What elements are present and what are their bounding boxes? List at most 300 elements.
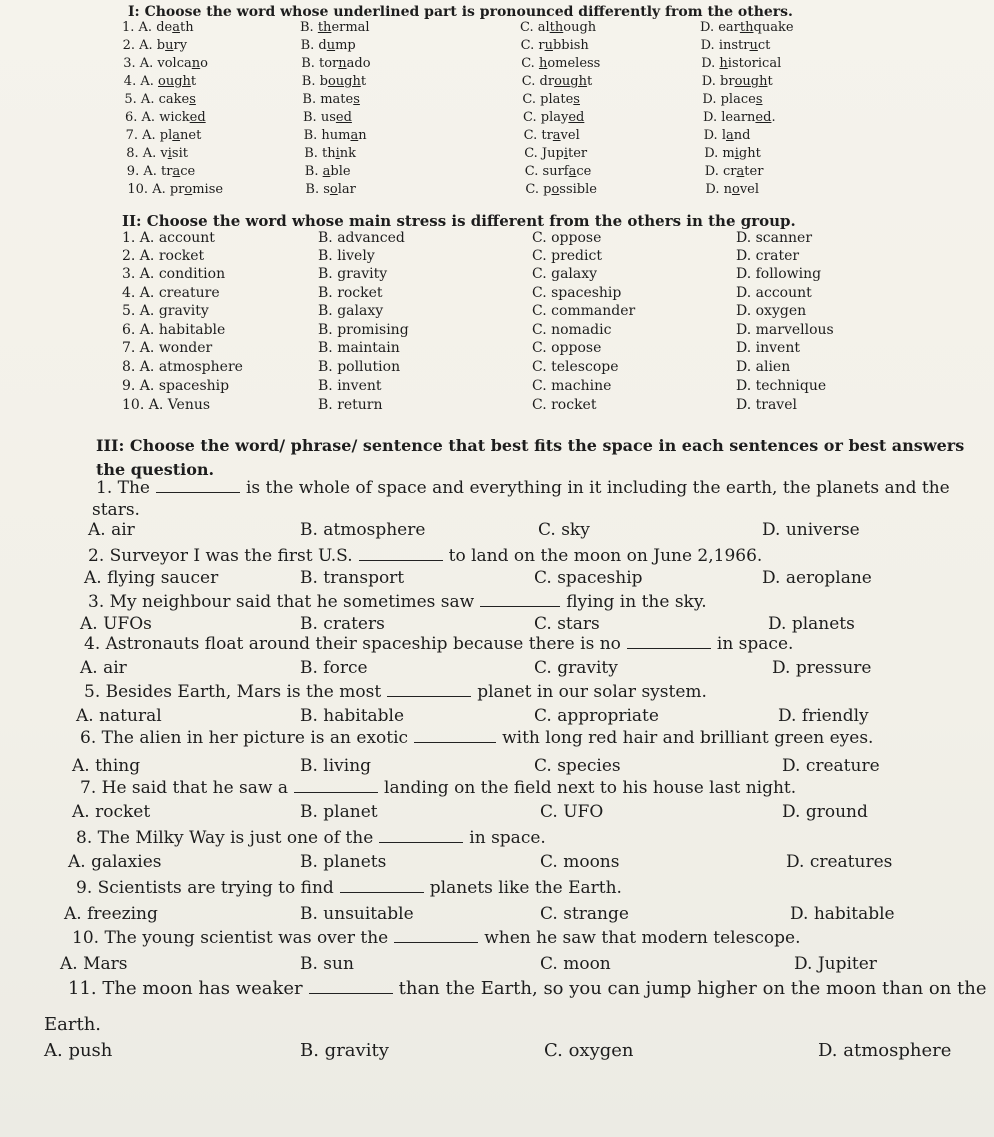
question-stem-end: planet in our solar system. [477,682,707,702]
option-a: 8. A. atmosphere [122,359,243,375]
underlined-part: i [563,146,569,161]
section-2-question-row [122,359,982,379]
option-c: C. oppose [532,230,602,246]
section-1-question-row [126,146,986,166]
answer-option-b[interactable]: B. transport [300,568,405,588]
option-prefix: C. plate [522,92,574,107]
option-prefix: D. cr [704,164,737,179]
section-1-title: I: Choose the word whose underlined part is pronounced differently from the others. [128,4,793,20]
option-d: D. alien [736,359,791,375]
option-b: B. rocket [318,285,383,301]
question-stem-end: landing on the field next to his house last night. [384,778,797,798]
section-2-title: II: Choose the word whose main stress is different from the others in the group. [122,212,796,230]
answer-option-a[interactable]: A. thing [72,756,141,776]
answer-options [0,756,900,780]
answer-option-c[interactable]: C. moon [540,954,611,974]
option-b [304,146,356,161]
underlined-part: i [734,146,739,161]
underlined-part: ed [335,110,352,125]
underlined-part: o [329,182,338,197]
option-c: C. oppose [532,340,602,356]
option-suffix: t [767,74,773,89]
underlined-part: n [338,56,347,71]
option-prefix: 7. A. pl [125,128,173,143]
option-prefix: B. tor [301,56,339,71]
option-prefix: B. d [300,38,327,53]
answer-option-d[interactable]: D. aeroplane [762,568,872,588]
answer-options [0,1040,952,1064]
option-d [701,56,781,71]
answer-options [0,852,900,876]
option-b: B. lively [318,248,375,264]
option-b: B. promising [318,322,409,338]
option-b [305,164,351,179]
underlined-part: a [350,128,359,143]
section-3-question-text [76,878,976,898]
option-suffix: nd [733,128,751,143]
answer-blank[interactable] [359,546,443,561]
option-b: B. invent [318,378,382,394]
section-1-question-row [126,128,986,148]
option-suffix: o [200,56,208,71]
option-d: D. scanner [736,230,813,246]
option-b [301,56,370,71]
option-a [126,128,202,143]
section-1-question-row [124,92,984,112]
option-a [126,146,188,161]
option-a [127,164,195,179]
option-c [524,128,580,143]
option-prefix: D. br [701,74,735,89]
underlined-part: i [167,146,172,161]
option-d [705,164,764,179]
question-stem-end: in space. [469,828,546,848]
answer-option-a[interactable]: A. galaxies [68,852,162,872]
option-c: C. machine [532,378,612,394]
answer-blank[interactable] [394,928,478,943]
underlined-part: a [322,164,331,179]
underlined-part: a [552,128,561,143]
option-b [304,128,367,143]
question-stem-end: planets like the Earth. [429,878,622,898]
answer-option-a[interactable]: A. air [88,520,135,540]
option-prefix: 2. A. b [122,38,166,53]
option-d: D. following [736,266,822,282]
option-suffix: istorical [727,56,782,71]
answer-blank[interactable] [156,478,240,493]
underlined-part: a [568,164,577,179]
option-a: 3. A. condition [122,266,226,282]
underlined-part: o [551,182,560,197]
answer-options [0,520,900,544]
question-stem-start: 1. The [96,478,150,498]
answer-option-d[interactable]: D. friendly [778,706,869,726]
answer-option-a[interactable]: A. air [80,658,127,678]
section-2-question-row [122,322,982,342]
option-b [300,20,370,35]
section-2-question-row [122,397,982,417]
answer-option-a[interactable]: A. UFOs [80,614,152,634]
answer-option-b[interactable]: B. planet [300,802,378,822]
option-a: 10. A. Venus [122,397,211,413]
option-suffix: net [180,128,202,143]
option-b: B. galaxy [318,303,384,319]
answer-option-c[interactable]: C. spaceship [534,568,643,588]
option-b: B. return [318,397,383,413]
section-3-question-text [84,634,984,654]
underlined-part: h [719,56,728,71]
section-2-question-row [122,285,982,305]
answer-option-a[interactable]: A. flying saucer [84,568,219,588]
underlined-part: th [549,20,564,35]
option-suffix: mise [192,182,224,197]
answer-option-d[interactable]: D. creature [782,756,880,776]
underlined-part: a [172,128,181,143]
option-suffix: omeless [547,56,601,71]
option-c: C. predict [532,248,602,264]
option-prefix: B. [300,20,318,35]
option-prefix: D. instr [700,38,750,53]
underlined-part: ed [568,110,585,125]
answer-blank[interactable] [340,878,424,893]
option-prefix: 6. A. wick [125,110,190,125]
option-suffix: ble [330,164,351,179]
option-prefix: C. Jup [524,146,564,161]
option-suffix: ce [180,164,196,179]
answer-options [0,904,900,928]
underlined-part: u [326,38,336,53]
underlined-part: th [317,20,332,35]
section-1-question-row [124,74,984,94]
section-3-question-text [88,592,988,612]
answer-option-d[interactable]: D. creatures [786,852,893,872]
underlined-part: ough [327,74,361,89]
answer-blank[interactable] [387,682,471,697]
underlined-part: h [538,56,548,71]
option-suffix: ter [744,164,764,179]
section-1-question-row [122,20,982,40]
answer-blank[interactable] [379,828,463,843]
answer-blank[interactable] [309,979,393,994]
option-d [700,20,794,35]
answer-option-d[interactable]: D. planets [768,614,855,634]
answer-option-b[interactable]: B. sun [300,954,354,974]
question-stem-start: 2. Surveyor I was the first U.S. [88,546,353,566]
question-stem-start: 11. The moon has weaker [68,978,303,999]
answer-options [0,658,900,682]
underlined-part: s [353,92,360,107]
option-suffix: ght [738,146,761,161]
question-stem-end: than the Earth, so you can jump higher on the moon than on the [398,978,987,999]
answer-option-d[interactable]: D. pressure [772,658,872,678]
underlined-part: ough [734,74,768,89]
option-prefix: C. surf [524,164,569,179]
option-c [521,56,600,71]
option-d [705,182,759,197]
option-prefix: B. hum [303,128,351,143]
option-b [303,110,352,125]
underlined-part: a [172,164,181,179]
option-suffix: lar [337,182,356,197]
underlined-part: n [191,56,201,71]
option-prefix: D. place [702,92,756,107]
option-d [704,146,761,161]
section-3-question-text [80,778,980,798]
option-suffix: ry [173,38,188,53]
option-c: C. commander [532,303,636,319]
answer-options [0,954,900,978]
option-prefix: C. p [525,182,552,197]
section-2-question-row [122,266,982,286]
answer-option-b[interactable]: B. force [300,658,368,678]
answer-option-c[interactable]: C. UFO [540,802,604,822]
underlined-part: a [736,164,745,179]
answer-option-a[interactable]: A. rocket [72,802,151,822]
answer-option-b[interactable]: B. atmosphere [300,520,426,540]
question-continuation: Earth. [44,1014,102,1035]
answer-option-c[interactable]: C. moons [540,852,620,872]
section-1-question-row [127,164,987,184]
question-stem-end: flying in the sky. [566,592,707,612]
answer-option-d[interactable]: D. atmosphere [818,1040,952,1061]
section-3-question-text [72,928,972,948]
answer-option-c[interactable]: C. sky [538,520,590,540]
option-c: C. telescope [532,359,619,375]
option-b [305,182,355,197]
option-c [520,20,596,35]
option-prefix: 1. A. de [122,20,173,35]
answer-option-d[interactable]: D. ground [782,802,868,822]
option-d: D. oxygen [736,303,807,319]
answer-option-b[interactable]: B. planets [300,852,387,872]
option-suffix: ce [576,164,592,179]
section-1-question-row [123,38,983,58]
option-prefix: 5. A. cake [124,92,190,107]
option-prefix: D. [701,56,720,71]
option-b [302,74,366,89]
option-suffix: ermal [331,20,370,35]
option-prefix: B. s [305,182,330,197]
option-suffix: ado [346,56,371,71]
question-stem-start: 6. The alien in her picture is an exotic [80,728,409,748]
underlined-part: ed [755,110,772,125]
option-b: B. gravity [318,266,388,282]
option-d [702,92,762,107]
option-c: C. spaceship [532,285,622,301]
section-3-question-text [96,478,994,498]
answer-option-a[interactable]: A. push [44,1040,113,1061]
section-3-question-text [68,978,987,999]
answer-option-b[interactable]: B. habitable [300,706,405,726]
option-a: 6. A. habitable [122,322,226,338]
answer-option-b[interactable]: B. gravity [300,1040,389,1061]
answer-options [0,706,900,730]
option-prefix: B. b [301,74,328,89]
option-a: 2. A. rocket [122,248,205,264]
option-prefix: D. n [705,182,732,197]
option-c: C. rocket [532,397,597,413]
option-a [125,110,206,125]
option-b [301,38,356,53]
option-d: D. marvellous [736,322,834,338]
option-prefix: 3. A. volca [123,56,192,71]
option-prefix: 8. A. v [126,146,168,161]
option-d: D. travel [736,397,797,413]
question-stem-start: 10. The young scientist was over the [72,928,389,948]
section-3-title-line-1: III: Choose the word/ phrase/ sentence that best fits the space in each sentences or best answers [96,436,965,455]
option-d [702,74,773,89]
question-stem-start: 8. The Milky Way is just one of the [76,828,374,848]
answer-option-b[interactable]: B. unsuitable [300,904,414,924]
option-a [123,38,187,53]
option-c [522,92,580,107]
section-2-question-row [122,230,982,250]
underlined-part: ed [189,110,206,125]
option-suffix: ough [563,20,597,35]
underlined-part: s [189,92,196,107]
section-1-question-row [127,182,987,202]
underlined-part: s [755,92,763,107]
option-c: C. galaxy [532,266,598,282]
option-suffix: ssible [559,182,597,197]
question-stem-end: with long red hair and brilliant green eyes. [502,728,874,748]
question-stem-end: in space. [716,634,794,654]
option-c [525,182,597,197]
answer-options [0,568,900,592]
option-suffix: ct [757,38,771,53]
option-prefix: D. l [703,128,726,143]
option-suffix: n [358,128,367,143]
section-1-question-row [125,110,985,130]
option-d: D. invent [736,340,800,356]
question-stem-end: when he saw that modern telescope. [484,928,801,948]
option-b: B. pollution [318,359,401,375]
section-2-question-row [122,303,982,323]
option-suffix: nk [339,146,357,161]
answer-option-d[interactable]: D. habitable [790,904,895,924]
question-stem-start: 4. Astronauts float around their spaceship because there is no [84,634,621,654]
option-prefix: 9. A. tr [126,164,173,179]
answer-option-b[interactable]: B. craters [300,614,385,634]
question-stem-start: 3. My neighbour said that he sometimes saw [88,592,475,612]
option-suffix: sit [171,146,188,161]
section-3-question-text [84,682,984,702]
option-prefix: C. dr [521,74,555,89]
answer-blank[interactable] [294,778,378,793]
section-3-question-text [80,728,980,748]
option-prefix: D. m [704,146,735,161]
option-c: C. nomadic [532,322,612,338]
option-suffix: quake [753,20,794,35]
option-b [302,92,360,107]
underlined-part: u [749,38,758,53]
option-c [521,38,589,53]
option-b: B. maintain [318,340,400,356]
option-suffix: vel [739,182,760,197]
answer-option-d[interactable]: D. universe [762,520,860,540]
underlined-part: u [544,38,553,53]
answer-blank[interactable] [480,592,560,607]
section-3-question-text [88,546,988,566]
option-d: D. technique [736,378,827,394]
answer-option-c[interactable]: C. species [534,756,621,776]
question-continuation: stars. [92,500,140,520]
option-prefix: C. [521,56,539,71]
answer-blank[interactable] [414,728,496,743]
answer-option-c[interactable]: C. appropriate [534,706,659,726]
section-1-question-row [123,56,983,76]
section-3-question-text [76,828,976,848]
option-a [123,56,208,71]
question-stem-end: is the whole of space and everything in it including the earth, the planets and the [245,478,950,498]
section-3-title-line-2: the question. [96,460,215,479]
option-prefix: 10. A. pr [127,182,185,197]
question-stem-end: to land on the moon on June 2,1966. [448,546,763,566]
underlined-part: s [573,92,580,107]
underlined-part: a [172,20,180,35]
answer-options [0,802,900,826]
option-d [703,110,776,125]
answer-blank[interactable] [627,634,711,649]
option-prefix: D. learn [703,110,756,125]
option-suffix: t [587,74,593,89]
option-prefix: B. mate [302,92,354,107]
answer-option-d[interactable]: D. Jupiter [794,954,877,974]
option-prefix: B. th [304,146,336,161]
option-d [704,128,751,143]
underlined-part: ough [158,74,191,89]
option-suffix: vel [560,128,580,143]
question-stem-start: 5. Besides Earth, Mars is the most [84,682,382,702]
option-suffix: th [179,20,194,35]
option-a [122,20,194,35]
section-2-question-row [122,378,982,398]
answer-option-c[interactable]: C. oxygen [544,1040,634,1061]
option-c [522,74,592,89]
option-prefix: B. us [303,110,336,125]
answer-option-c[interactable]: C. gravity [534,658,618,678]
option-prefix: B. [304,164,323,179]
option-a [124,74,196,89]
option-prefix: 4. A. [123,74,158,89]
option-prefix: C. play [523,110,569,125]
option-c [525,164,592,179]
underlined-part: o [732,182,740,197]
option-suffix: mp [335,38,356,53]
underlined-part: ough [554,74,587,89]
answer-option-a[interactable]: A. Mars [60,954,128,974]
option-b: B. advanced [318,230,405,246]
option-d: D. account [736,285,812,301]
answer-option-a[interactable]: A. natural [76,706,162,726]
option-a: 5. A. gravity [122,303,209,319]
option-c [524,146,587,161]
underlined-part: th [739,20,754,35]
answer-option-a[interactable]: A. freezing [64,904,158,924]
answer-option-c[interactable]: C. strange [540,904,629,924]
section-2-question-row [122,248,982,268]
option-a [127,182,223,197]
option-prefix: C. al [520,20,550,35]
option-a [124,92,195,107]
underlined-part: u [165,38,174,53]
option-suffix: t [190,74,197,89]
answer-option-b[interactable]: B. living [300,756,372,776]
question-stem-start: 9. Scientists are trying to find [76,878,334,898]
answer-option-c[interactable]: C. stars [534,614,600,634]
option-c [523,110,584,125]
section-2-question-row [122,340,982,360]
